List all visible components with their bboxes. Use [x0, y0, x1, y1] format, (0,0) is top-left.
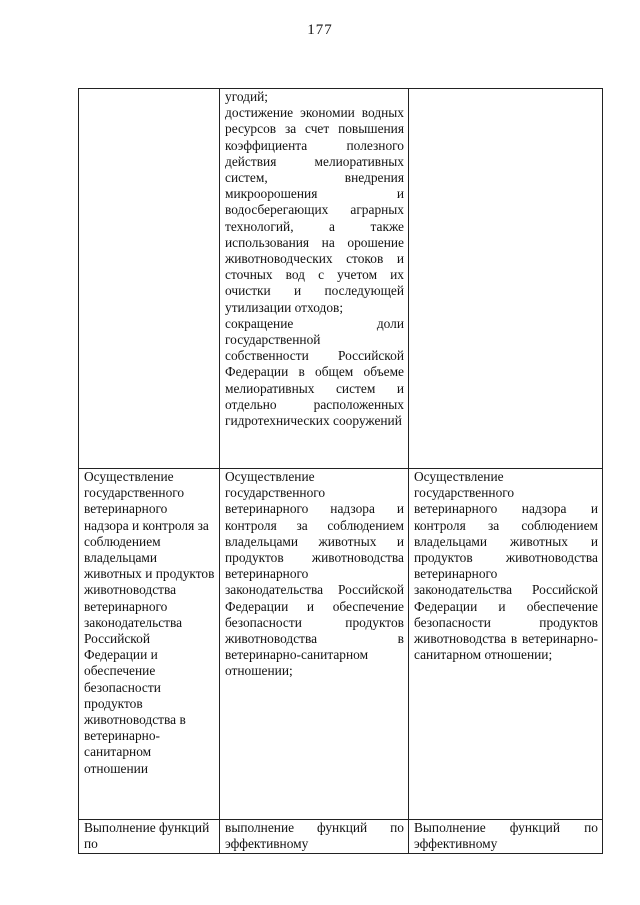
- table-cell: [79, 469, 220, 820]
- table-row: [79, 820, 603, 854]
- cell-text: Выполнение функций по: [84, 820, 210, 852]
- table-cell: [220, 469, 409, 820]
- cell-text: Выполнение функций по эффективному: [414, 820, 598, 852]
- cell-text: угодий; достижение экономии водных ресурсов за счет повышения коэффициента полезного действия мелиоративных систем, внедрения микроорошения и водосберегающих аграрных технологий, а также использования на орошение животноводческих стоков и сточных вод с учетом их очистки и последующей утилизации отходов; сокращение доли государственной собственности Российской Федерации в общем объеме мелиоративных систем и отдельно расположенных гидротехнических сооружений: [225, 89, 404, 429]
- table-row: [79, 89, 603, 469]
- table-cell: [79, 820, 220, 854]
- table-cell: [79, 89, 220, 469]
- table-cell: [220, 89, 409, 469]
- table-cell: [409, 469, 603, 820]
- table-row: [79, 469, 603, 820]
- document-table: [78, 88, 603, 854]
- cell-text: выполнение функций по эффективному: [225, 820, 404, 852]
- cell-text: Осуществление государственного ветеринарного надзора и контроля за соблюдением владельцами животных и продуктов животноводства ветеринарного законодательства Российской Федерации и обеспечение безопасности продуктов животноводства в ветеринарно-санитарном отношении;: [414, 469, 598, 663]
- table-cell: [409, 89, 603, 469]
- cell-text: Осуществление государственного ветеринарного надзора и контроля за соблюдением владельцами животных и продуктов животноводства ветеринарного законодательства Российской Федерации и обеспечение безопасности продуктов животноводства в ветеринарно-санитарном отношении: [84, 469, 215, 776]
- cell-text: Осуществление государственного ветеринарного надзора и контроля за соблюдением владельцами животных и продуктов животноводства ветеринарного законодательства Российской Федерации и обеспечение безопасности продуктов животноводства в ветеринарно-санитарном отношении;: [225, 469, 404, 679]
- table-cell: [409, 820, 603, 854]
- page-number: 177: [307, 22, 333, 38]
- table-cell: [220, 820, 409, 854]
